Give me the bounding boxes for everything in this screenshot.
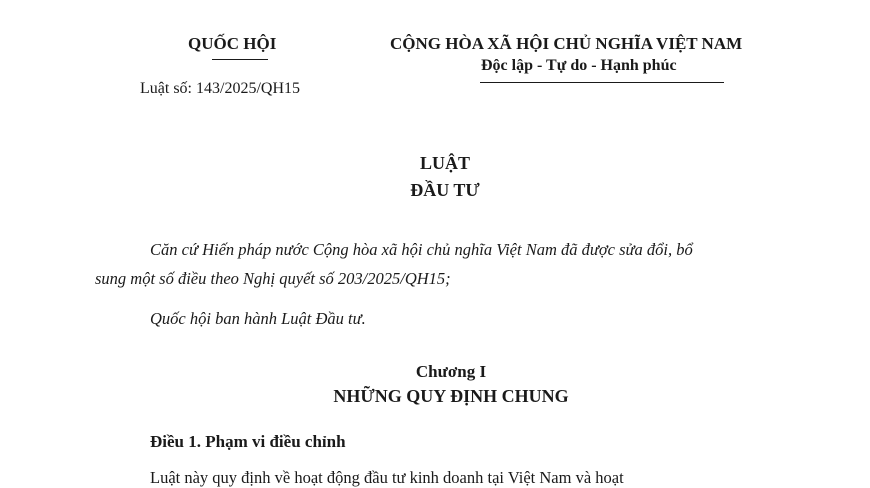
legal-basis-line-1: Căn cứ Hiến pháp nước Cộng hòa xã hội chủ nghĩa Việt Nam đã được sửa đổi, bổ [150,240,693,259]
national-motto: Độc lập - Tự do - Hạnh phúc [481,57,677,74]
chapter-title: NHỮNG QUY ĐỊNH CHUNG [333,386,569,406]
article-heading: Điều 1. Phạm vi điều chỉnh [150,432,346,451]
chapter-number: Chương I [415,362,487,381]
document-type: LUẬT [419,153,470,173]
enactment-statement: Quốc hội ban hành Luật Đầu tư. [150,309,366,328]
issuing-authority: QUỐC HỘI [188,34,277,53]
motto-underline [480,82,724,83]
national-title: CỘNG HÒA XÃ HỘI CHỦ NGHĨA VIỆT NAM [390,34,743,53]
legal-basis-line-2: sung một số điều theo Nghị quyết số 203/2025/QH15; [95,269,451,288]
law-number: Luật số: 143/2025/QH15 [140,80,300,97]
authority-underline [212,59,268,60]
article-body-text: Luật này quy định về hoạt động đầu tư kinh doanh tại Việt Nam và hoạt [150,468,624,487]
document-title: ĐẦU TƯ [410,180,480,200]
